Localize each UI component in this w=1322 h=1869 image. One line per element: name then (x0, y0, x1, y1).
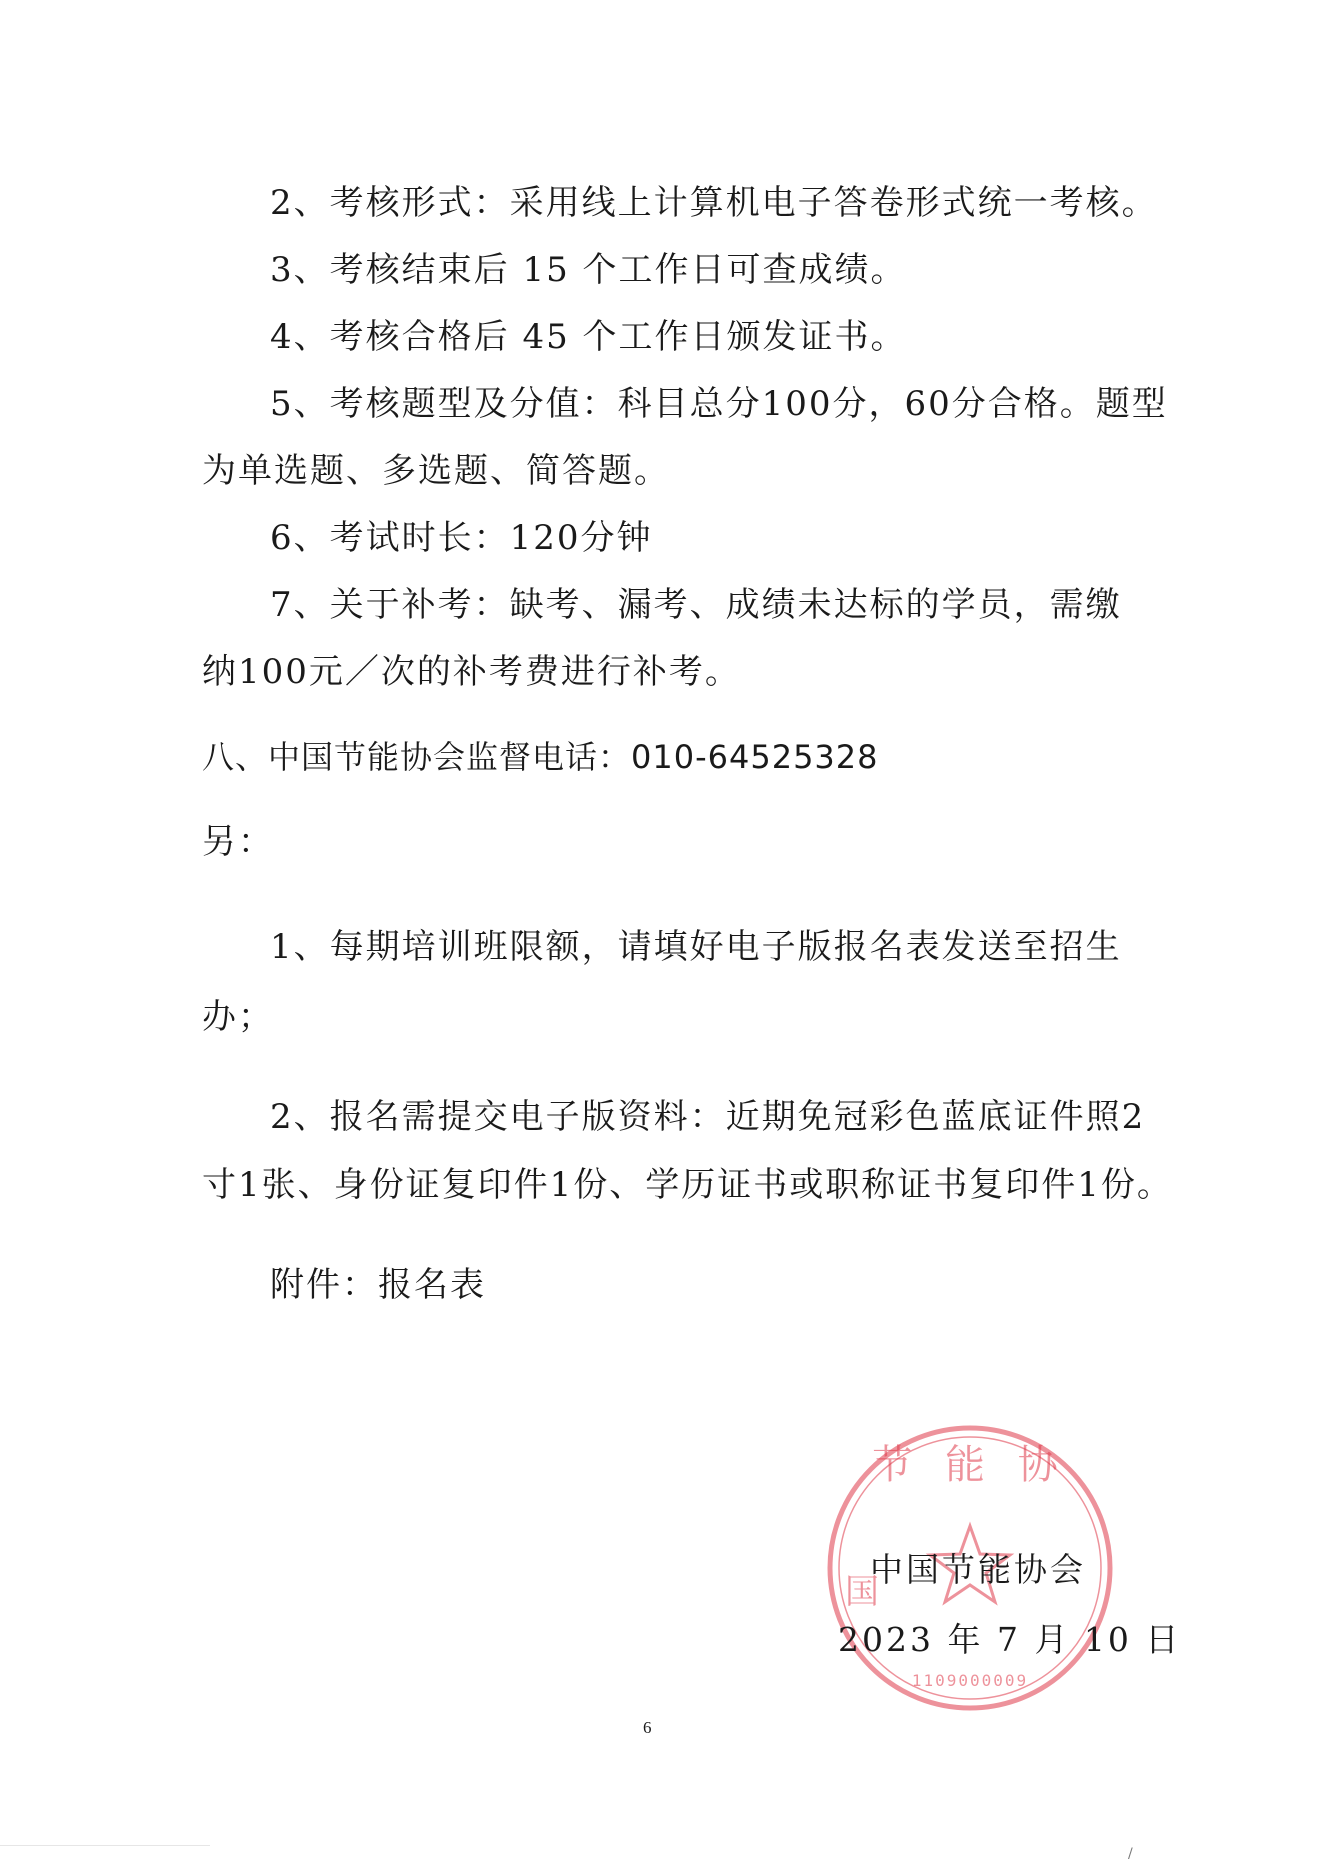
section-8-heading: 八、中国节能协会监督电话：010-64525328 (202, 738, 879, 776)
scan-edge-line (0, 1845, 210, 1846)
item-2-exam-format: 2、考核形式：采用线上计算机电子答卷形式统一考核。 (270, 183, 1158, 223)
item-4-certificate: 4、考核合格后 45 个工作日颁发证书。 (270, 317, 907, 357)
note-2-line-1: 2、报名需提交电子版资料：近期免冠彩色蓝底证件照2 (270, 1097, 1146, 1137)
note-1-line-2: 办； (202, 997, 274, 1037)
attachment-line: 附件：报名表 (270, 1265, 486, 1305)
item-7-line-1: 7、关于补考：缺考、漏考、成绩未达标的学员，需缴 (270, 585, 1122, 625)
signature-organization: 中国节能协会 (870, 1550, 1086, 1589)
item-5-line-1: 5、考核题型及分值：科目总分100分，60分合格。题型 (270, 384, 1168, 424)
seal-number: 1109000009 (911, 1671, 1029, 1690)
seal-left-text: 国 (845, 1572, 879, 1612)
item-3-score-check: 3、考核结束后 15 个工作日可查成绩。 (270, 250, 907, 290)
another-label: 另： (202, 822, 274, 862)
seal-arc-text: 节 能 协 (872, 1442, 1068, 1488)
note-2-line-2: 寸1张、身份证复印件1份、学历证书或职称证书复印件1份。 (202, 1165, 1173, 1205)
signature-date: 2023 年 7 月 10 日 (838, 1620, 1182, 1659)
item-6-exam-duration: 6、考试时长：120分钟 (270, 518, 653, 558)
item-7-line-2: 纳100元／次的补考费进行补考。 (202, 652, 741, 692)
item-5-line-2: 为单选题、多选题、简答题。 (202, 451, 670, 491)
page-number: 6 (643, 1718, 652, 1737)
note-1-line-1: 1、每期培训班限额，请填好电子版报名表发送至招生 (270, 927, 1122, 967)
scan-mark: / (1128, 1846, 1133, 1862)
